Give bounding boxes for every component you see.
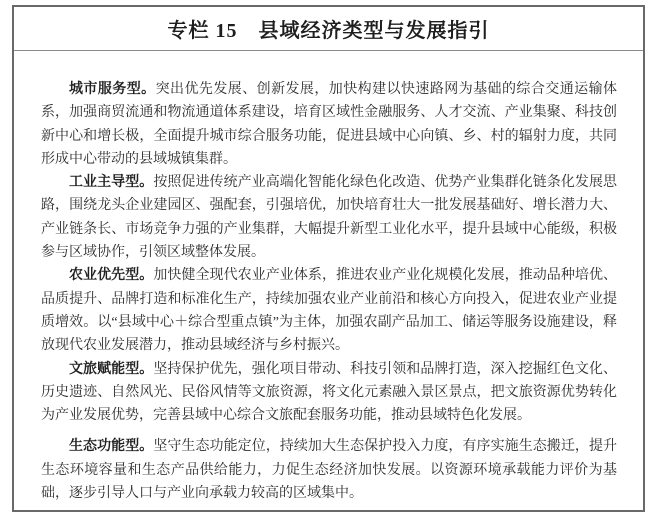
paragraph-text: 按照促进传统产业高端化智能化绿色化改造、优势产业集群化链条化发展思路，围绕龙头企业建园区、强配套，引强培优，加快培育壮大一批发展基础好、增长潜力大、产业链条长、市场竞争力强的产业集群，大幅提升新型工业化水平，提升县域中心能级，积极参与区域协作，引领区域整体发展。 (41, 175, 618, 261)
paragraph-lead: 生态功能型。 (69, 439, 154, 455)
paragraph-ecological-function (41, 435, 617, 505)
panel-title-bar (14, 7, 643, 51)
panel-body (14, 51, 643, 505)
paragraph-text: 坚持保护优先，强化项目带动、科技引领和品牌打造，深入挖掘红色文化、历史遗迹、自然风光、民俗风情等文旅资源，将文化元素融入景区景点，把文旅资源优势转化为产业发展优势，完善县域中心综合文旅配套服务功能，推动县域特色化发展。 (41, 361, 618, 424)
paragraph-city-service (41, 78, 617, 171)
paragraph-text: 坚守生态功能定位，持续加大生态保护投入力度，有序实施生态搬迁，提升生态环境容量和生态产品供给能力，力促生态经济加快发展。以资源环境承载能力评价为基础，逐步引导人口与产业向承载力较高的区域集中。 (41, 439, 618, 502)
paragraph-text: 加快健全现代农业产业体系，推进农业产业化规模化发展，推动品种培优、品质提升、品牌打造和标准化生产，持续加强农业产业前沿和核心方向投入，促进农业产业提质增效。以“县域中心＋综合型重点镇”为主体，加强农副产品加工、储运等服务设施建设，释放现代农业发展潜力，推动县域经济与乡村振兴。 (41, 268, 618, 354)
paragraph-lead: 工业主导型。 (69, 175, 154, 191)
paragraph-culture-tourism (41, 358, 617, 428)
paragraph-text: 突出优先发展、创新发展，加快构建以快速路网为基础的综合交通运输体系，加强商贸流通和物流通道体系建设，培育区域性金融服务、人才交流、产业集聚、科技创新中心和增长极，全面提升城市综合服务功能，促进县域中心向镇、乡、村的辐射力度，共同形成中心带动的县域城镇集群。 (41, 82, 618, 167)
page-title: 专栏 15 县域经济类型与发展指引 (167, 20, 490, 42)
paragraph-lead: 文旅赋能型。 (69, 361, 154, 377)
paragraph-agriculture-first (41, 264, 617, 357)
paragraph-lead: 城市服务型。 (69, 82, 156, 97)
paragraph-industry-led (41, 171, 617, 264)
paragraph-lead: 农业优先型。 (69, 268, 154, 284)
column-box (12, 5, 645, 512)
